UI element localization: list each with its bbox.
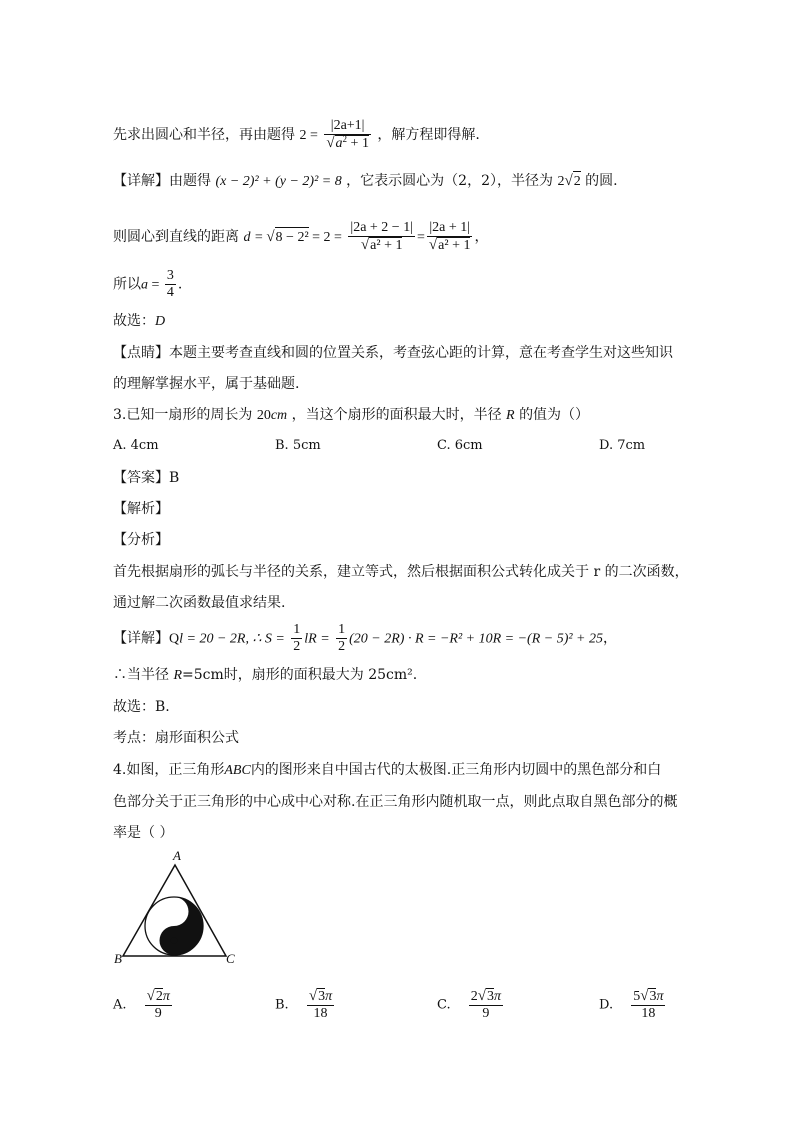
- text: 所以: [113, 276, 141, 293]
- radicand: 8 − 2²: [275, 227, 309, 248]
- var: a: [141, 277, 148, 293]
- q3-conclusion: [113, 665, 417, 686]
- line-6: 【点睛】本题主要考查直线和圆的位置关系，考查弦心距的计算，意在考查学生对这些知识: [113, 345, 673, 361]
- q3-jiexi: 【解析】: [113, 501, 169, 517]
- math-lhs: 2 =: [299, 128, 318, 143]
- fraction: $\frac{2√3\pi}{9}$: [470, 988, 502, 1021]
- line-4: [113, 268, 182, 301]
- expr: (20 − 2R) · R = −R² + 10R = −(R − 5)² + 25: [349, 631, 604, 647]
- den: 18: [631, 1005, 665, 1022]
- q3-option-c: C. 6cm: [437, 438, 483, 453]
- den: 9: [469, 1005, 503, 1022]
- taiji-triangle-figure: [118, 862, 228, 960]
- text: ，它表示圆心为（2，2），半径为: [346, 173, 553, 189]
- expr: lR =: [304, 631, 330, 647]
- coef: 2: [470, 989, 478, 1004]
- text: =5cm时，扇形的面积最大为 25cm².: [182, 667, 418, 683]
- fraction: [291, 622, 302, 655]
- den: 2: [338, 639, 346, 654]
- text: 【详解】由题得: [113, 173, 211, 189]
- eq2: = 2 =: [308, 230, 342, 245]
- fraction-num: |2a + 2 − 1|: [350, 220, 414, 235]
- fraction-num: 3: [166, 268, 174, 283]
- label: C.: [437, 997, 451, 1013]
- line-7: 的理解掌握水平，属于基础题.: [113, 376, 300, 392]
- radicand: 3: [318, 989, 326, 1004]
- q4-option-b: [275, 988, 336, 1022]
- den: a² + 1: [370, 238, 403, 253]
- fraction-den: $√a^2 + 1$: [326, 134, 369, 151]
- q3-analysis-2: 通过解二次函数最值求结果.: [113, 595, 286, 611]
- q3-kaodian: 考点：扇形面积公式: [113, 730, 239, 746]
- eq: =: [148, 277, 163, 293]
- text: 则圆心到直线的距离: [113, 229, 239, 245]
- q3-select: 故选：B.: [113, 699, 170, 715]
- fraction: [165, 268, 176, 301]
- q4-option-a: [113, 988, 174, 1022]
- radius-radicand: 2: [573, 171, 581, 192]
- fraction: $\frac{√2\pi}{9}$: [146, 988, 170, 1021]
- q4-stem-2: 色部分关于正三角形的中心成中心对称.在正三角形内随机取一点，则此点取自黑色部分的概: [113, 794, 678, 810]
- vertex-label-b: B: [114, 951, 122, 966]
- line-1: [113, 118, 480, 152]
- text: 内的图形来自中国古代的太极图.正三角形内切圆中的黑色部分和白: [250, 762, 662, 778]
- text: ∴当半径: [113, 667, 174, 683]
- radius-coef: 2: [557, 174, 565, 189]
- text: 故选：: [113, 313, 155, 329]
- text: 的值为（）: [519, 407, 590, 423]
- q3-detail: [113, 622, 617, 655]
- fraction-2: [427, 220, 473, 254]
- var-R: R: [506, 408, 515, 423]
- text: ，当这个扇形的面积最大时，半径: [291, 407, 502, 423]
- den-var: a: [335, 136, 343, 151]
- num: 1: [338, 622, 346, 637]
- fraction: [336, 622, 347, 655]
- text: .: [177, 276, 183, 293]
- fraction-1: [348, 220, 415, 254]
- den: a² + 1: [438, 238, 471, 253]
- symbol: Q: [169, 631, 180, 647]
- text: 的圆.: [585, 173, 618, 189]
- q3-fenxi: 【分析】: [113, 532, 169, 548]
- q3-option-d: D. 7cm: [599, 438, 646, 453]
- text: ，: [474, 229, 489, 245]
- coef: 5: [633, 989, 641, 1004]
- den: 18: [307, 1005, 334, 1022]
- vertex-label-c: C: [226, 951, 235, 966]
- q4-option-d: [599, 988, 667, 1022]
- perimeter-value: 20: [256, 408, 271, 423]
- label: A.: [113, 997, 127, 1013]
- text: 3.已知一扇形的周长为: [113, 407, 253, 423]
- text: ，解方程即得解.: [377, 127, 480, 143]
- radicand: 3: [649, 989, 657, 1004]
- line-5: [113, 311, 165, 332]
- radicand: 3: [487, 989, 494, 1004]
- q3-option-a: A. 4cm: [113, 438, 159, 453]
- vertex-label-a: A: [173, 848, 181, 863]
- answer: D: [155, 314, 166, 329]
- radicand: 2: [155, 989, 163, 1004]
- den: 2: [293, 639, 301, 654]
- taiji-symbol: [145, 897, 203, 955]
- pi: π: [494, 989, 502, 1004]
- triangle-name: ABC: [224, 763, 251, 778]
- pi: π: [325, 989, 333, 1004]
- fraction-den: 4: [166, 285, 174, 300]
- q3-stem: [113, 405, 589, 426]
- fraction-num: |2a + 1|: [429, 220, 471, 235]
- label: B.: [275, 997, 289, 1013]
- eq: =: [254, 230, 267, 245]
- expr: l = 20 − 2R, ∴ S =: [179, 631, 285, 647]
- fraction: [324, 118, 371, 152]
- den-rest: + 1: [347, 136, 369, 151]
- den: 9: [145, 1005, 172, 1022]
- label: D.: [599, 997, 614, 1013]
- text: 4.如图，正三角形: [113, 762, 225, 778]
- q4-stem-1: [113, 760, 661, 781]
- pi: π: [162, 989, 170, 1004]
- text: 先求出圆心和半径，再由题得: [113, 127, 295, 143]
- fraction-num: |2a+1|: [330, 118, 365, 133]
- q4-option-c: [437, 988, 505, 1022]
- fraction-den: √a² + 1: [428, 237, 471, 253]
- distance-var: d: [243, 230, 251, 245]
- fraction: $\frac{√3\pi}{18}$: [308, 988, 333, 1021]
- fraction: $\frac{5√3\pi}{18}$: [633, 988, 664, 1021]
- q3-option-b: B. 5cm: [275, 438, 321, 453]
- text: 【详解】: [113, 630, 169, 647]
- num: 1: [293, 622, 301, 637]
- circle-equation: (x − 2)² + (y − 2)² = 8: [215, 174, 342, 189]
- var-R: R: [173, 668, 183, 683]
- fraction-den: √a² + 1: [348, 236, 415, 254]
- q3-answer: 【答案】B: [113, 470, 180, 486]
- line-3: 则圆心到直线的距离 d = √8 − 2² = 2 = $\frac{|2a + 2 - 1|}{\text{√a² + 1}}$ = $\frac{|2a + 1|}{\text{√a² + 1}}$ ，: [113, 220, 489, 253]
- q3-analysis-1: 首先根据扇形的弧长与半径的关系，建立等式，然后根据面积公式转化成关于 r 的二次函数，: [113, 564, 689, 580]
- pi: π: [656, 989, 664, 1004]
- unit: cm: [270, 408, 288, 423]
- text: ，: [603, 630, 618, 647]
- line-2: 【详解】由题得 (x − 2)² + (y − 2)² = 8 ，它表示圆心为（2，2），半径为 2√2 的圆.: [113, 171, 618, 192]
- q4-stem-3: 率是（ ）: [113, 825, 174, 841]
